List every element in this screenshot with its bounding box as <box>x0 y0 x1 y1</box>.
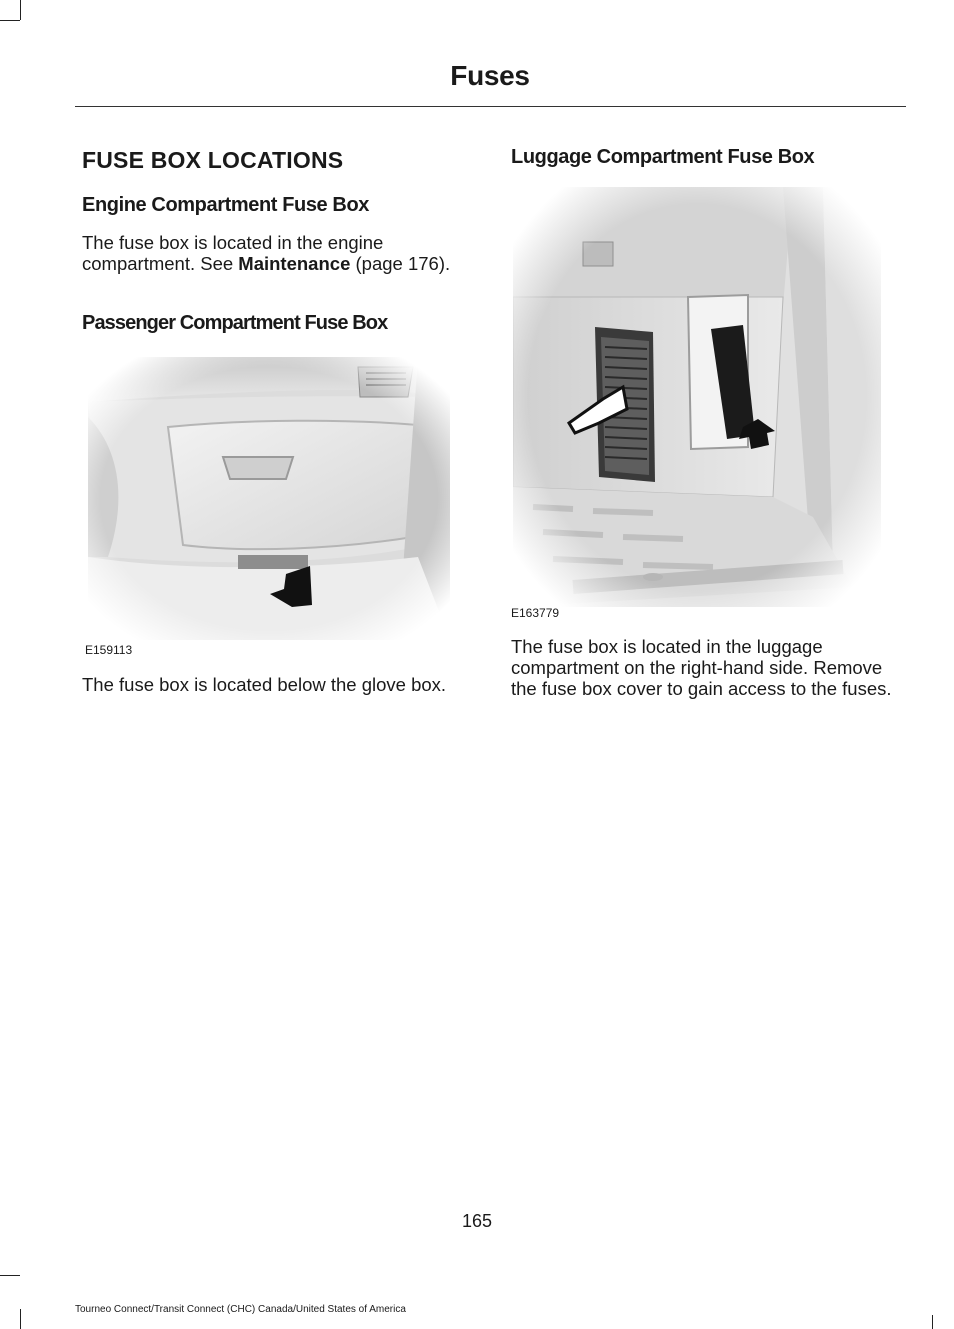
crop-mark <box>20 1309 21 1329</box>
page-number: 165 <box>461 1211 493 1231</box>
crop-mark <box>20 0 21 20</box>
passenger-fuse-box-heading: Passenger Compartment Fuse Box <box>82 312 388 334</box>
figure-code: E159113 <box>85 643 133 657</box>
crop-mark <box>0 20 20 21</box>
engine-fuse-box-text: The fuse box is located in the engine compartment. See Maintenance (page 176). <box>82 232 451 274</box>
footer-text: Tourneo Connect/Transit Connect (CHC) Canada/United States of America <box>75 1304 406 1315</box>
figure-code: E163779 <box>511 606 560 620</box>
luggage-fuse-box-text: The fuse box is located in the luggage compartment on the right-hand side. Remove the fuse box cover to gain access to the fuses. <box>511 636 892 699</box>
luggage-compartment-illustration <box>513 187 881 607</box>
page-title: Fuses <box>450 60 530 91</box>
maintenance-link[interactable]: Maintenance <box>238 253 351 274</box>
luggage-fuse-box-heading: Luggage Compartment Fuse Box <box>511 146 815 168</box>
passenger-fuse-box-text: The fuse box is located below the glove box. <box>82 674 447 695</box>
glove-box-illustration <box>88 357 450 640</box>
title-divider <box>75 106 906 107</box>
crop-mark <box>932 1315 933 1329</box>
engine-fuse-box-heading: Engine Compartment Fuse Box <box>82 194 370 216</box>
crop-mark <box>0 1275 20 1276</box>
section-title: FUSE BOX LOCATIONS <box>82 147 344 173</box>
